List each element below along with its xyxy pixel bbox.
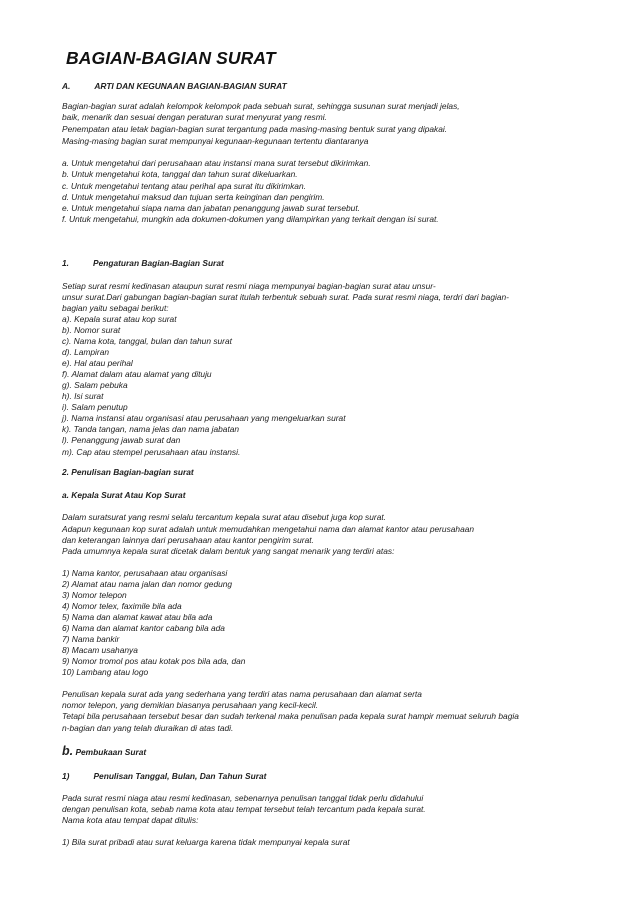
part-item: c). Nama kota, tanggal, bulan dan tahun surat (62, 336, 232, 346)
kop-item: 8) Macam usahanya (62, 645, 138, 655)
use-item: e. Untuk mengetahui siapa nama dan jabatan penanggung jawab surat tersebut. (62, 203, 360, 213)
section-1-text: bagian yaitu sebagai berikut: (62, 303, 169, 313)
section-b1-last: 1) Bila surat pribadi atau surat keluarga karena tidak mempunyai kepala surat (62, 837, 350, 847)
kop-item: 4) Nomor telex, faximile bila ada (62, 601, 182, 611)
section-b-heading (62, 744, 146, 759)
section-1-text: Setiap surat resmi kedinasan ataupun surat resmi niaga mempunyai bagian-bagian surat atau unsur- (62, 281, 436, 291)
part-item: m). Cap atau stempel perusahaan atau instansi. (62, 447, 241, 457)
intro-line: baik, menarik dan sesuai dengan peraturan surat menyurat yang resmi. (62, 112, 327, 122)
use-item: c. Untuk mengetahui tentang atau perihal apa surat itu dikirimkan. (62, 181, 306, 191)
part-item: e). Hal atau perihal (62, 358, 133, 368)
part-item: h). Isi surat (62, 391, 104, 401)
section-2-heading: 2. Penulisan Bagian-bagian surat (62, 467, 194, 477)
section-a-heading (62, 81, 287, 91)
kop-close: Penulisan kepala surat ada yang sederhana yang terdiri atas nama perusahaan dan alamat serta (62, 689, 422, 699)
section-b1-text: Nama kota atau tempat dapat ditulis: (62, 815, 199, 825)
use-item: d. Untuk mengetahui maksud dan tujuan serta keinginan dan pengirim. (62, 192, 325, 202)
part-item: b). Nomor surat (62, 325, 121, 335)
use-item: b. Untuk mengetahui kota, tanggal dan tahun surat dikeluarkan. (62, 169, 298, 179)
kop-text: Pada umumnya kepala surat dicetak dalam bentuk yang sangat menarik yang terdiri atas: (62, 546, 395, 556)
part-item: l). Penanggung jawab surat dan (62, 435, 181, 445)
part-item: f). Alamat dalam atau alamat yang dituju (62, 369, 212, 379)
part-item: i). Salam penutup (62, 402, 128, 412)
part-item: d). Lampiran (62, 347, 110, 357)
kop-item: 9) Nomor tromol pos atau kotak pos bila ada, dan (62, 656, 246, 666)
section-1-number: 1. (62, 258, 69, 268)
section-b1-label: Penulisan Tanggal, Bulan, Dan Tahun Surat (93, 771, 267, 781)
section-b-label: Pembukaan Surat (75, 747, 147, 757)
section-1-label: Pengaturan Bagian-Bagian Surat (93, 258, 224, 268)
kop-item: 3) Nomor telepon (62, 590, 127, 600)
section-b1-text: dengan penulisan kota, sebab nama kota atau tempat tersebut telah tercantum pada kepala surat. (62, 804, 426, 814)
part-item: k). Tanda tangan, nama jelas dan nama jabatan (62, 424, 240, 434)
kop-item: 2) Alamat atau nama jalan dan nomor gedung (62, 579, 233, 589)
kop-text: dan keterangan lainnya dari perusahaan atau kantor pengirim surat. (62, 535, 314, 545)
intro-line: Penempatan atau letak bagian-bagian surat tergantung pada masing-masing bentuk surat yang dipakai. (62, 124, 448, 134)
section-b1-text: Pada surat resmi niaga atau resmi kedinasan, sebenarnya penulisan tanggal tidak perlu didahului (62, 793, 424, 803)
kop-item: 7) Nama bankir (62, 634, 120, 644)
kop-close: nomor telepon, yang demikian biasanya perusahaan yang kecil-kecil. (62, 700, 319, 710)
document-title: BAGIAN-BAGIAN SURAT (66, 48, 276, 68)
kop-item: 10) Lambang atau logo (62, 667, 149, 677)
part-item: j). Nama instansi atau organisasi atau perusahaan yang mengeluarkan surat (62, 413, 346, 423)
section-b1-number: 1) (62, 771, 70, 781)
intro-line: Bagian-bagian surat adalah kelompok kelompok pada sebuah surat, sehingga susunan surat menjadi jelas, (62, 101, 460, 111)
section-b1-heading (62, 771, 266, 781)
use-item: f. Untuk mengetahui, mungkin ada dokumen-dokumen yang dilampirkan yang terkait dengan isi surat. (62, 214, 439, 224)
kop-close: Tetapi bila perusahaan tersebut besar dan sudah terkenal maka penulisan pada kepala surat hampir memuat seluruh bagia (62, 711, 519, 721)
kop-item: 5) Nama dan alamat kawat atau bila ada (62, 612, 213, 622)
kop-close: n-bagian dan yang telah diuraikan di atas tadi. (62, 723, 234, 733)
kop-item: 6) Nama dan alamat kantor cabang bila ada (62, 623, 225, 633)
section-a-number: A. (62, 81, 71, 91)
part-item: a). Kepala surat atau kop surat (62, 314, 177, 324)
kop-item: 1) Nama kantor, perusahaan atau organisasi (62, 568, 228, 578)
intro-line: Masing-masing bagian surat mempunyai kegunaan-kegunaan tertentu diantaranya (62, 136, 369, 146)
section-1-heading (62, 258, 224, 268)
kop-text: Adapun kegunaan kop surat adalah untuk memudahkan mengetahui nama dan alamat kantor atau perusahaan (62, 524, 475, 534)
kop-text: Dalam suratsurat yang resmi selalu tercantum kepala surat atau disebut juga kop surat. (62, 512, 386, 522)
section-2a-heading: a. Kepala Surat Atau Kop Surat (62, 490, 186, 500)
use-item: a. Untuk mengetahui dari perusahaan atau instansi mana surat tersebut dikirimkan. (62, 158, 371, 168)
section-a-label: ARTI DAN KEGUNAAN BAGIAN-BAGIAN SURAT (94, 81, 287, 91)
section-b-letter: b. (62, 744, 74, 758)
part-item: g). Salam pebuka (62, 380, 128, 390)
section-1-text: unsur surat.Dari gabungan bagian-bagian surat itulah terbentuk sebuah surat. Pada surat resmi niaga, terdri dari bagian- (62, 292, 509, 302)
